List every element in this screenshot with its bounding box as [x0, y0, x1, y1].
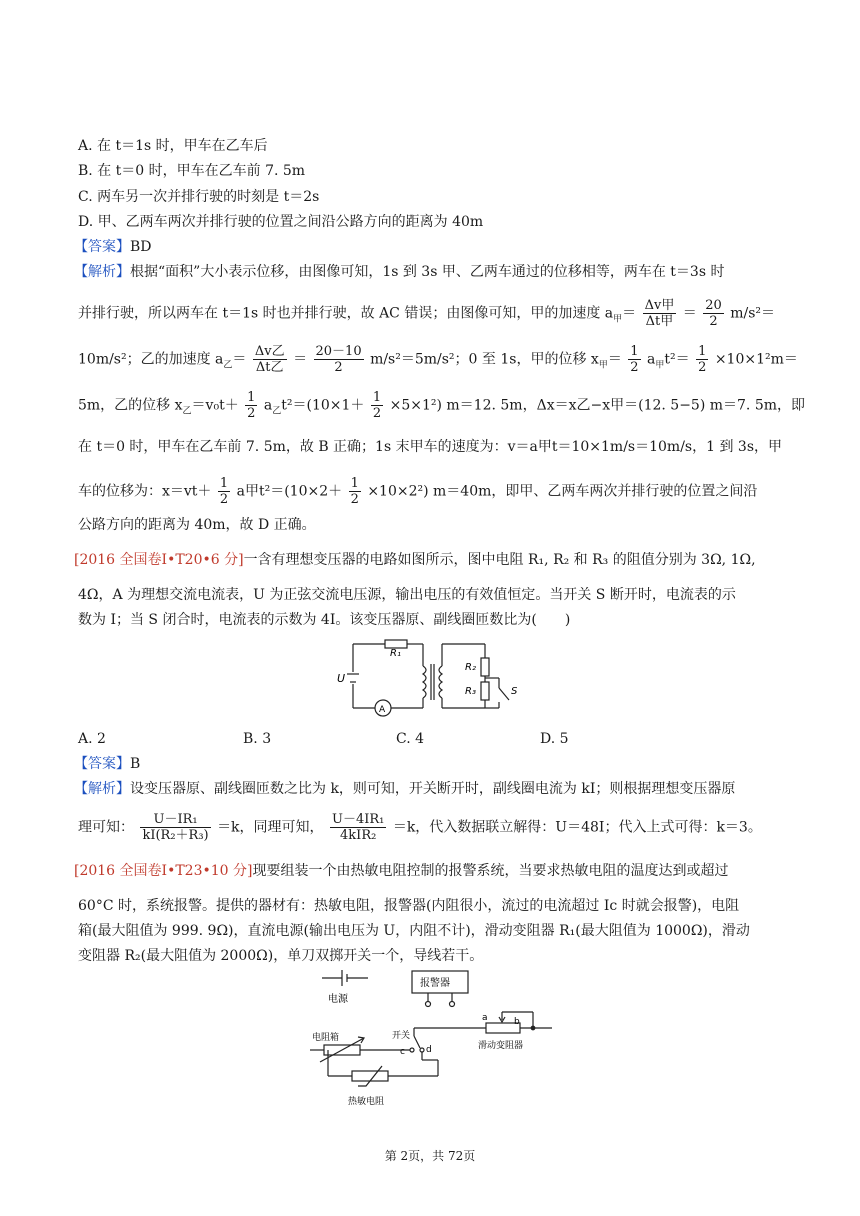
- label-rheostat: 滑动变阻器: [478, 1041, 524, 1051]
- fraction: $\frac{\text{Δv乙}}{\text{Δt乙}}$: [254, 344, 285, 375]
- q1-option-d: D. 甲、乙两车两次并排行驶的位置之间沿公路方向的距离为 40m: [78, 214, 484, 230]
- label-switch: S: [511, 686, 518, 697]
- q1-analysis-line-5: 在 t＝0 时，甲车在乙车前 7. 5m，故 B 正确；1s 末甲车的速度为：v＝a甲t＝10×1m/s＝10m/s，1 到 3s，甲: [78, 439, 783, 455]
- label-ammeter: A: [379, 705, 386, 715]
- q1-analysis-line-1: 【解析】根据“面积”大小表示位移，由图像可知，1s 到 3s 甲、乙两车通过的位移相等，两车在 t＝3s 时: [74, 264, 725, 280]
- q2-analysis-line-1: 【解析】设变压器原、副线圈匝数之比为 k，则可知，开关断开时，副线圈电流为 kI；则根据理想变压器原: [74, 781, 736, 797]
- label-d: d: [426, 1045, 432, 1055]
- answer-value: B: [130, 756, 141, 772]
- label-switch: 开关: [392, 1031, 411, 1041]
- q1-option-a: A. 在 t＝1s 时，甲车在乙车后: [78, 138, 268, 154]
- q2-stem-line-1: [2016 全国卷Ⅰ•T20•6 分]一含有理想变压器的电路如图所示，图中电阻 R₁, R₂ 和 R₃ 的阻值分别为 3Ω, 1Ω,: [74, 552, 756, 568]
- analysis-tag: 【解析】: [74, 264, 130, 280]
- q2-source-tag: [2016 全国卷Ⅰ•T20•6 分]: [74, 552, 244, 568]
- q2-option-a: A. 2: [78, 731, 106, 747]
- q2-stem-line-3: 数为 I；当 S 闭合时，电流表的示数为 4I。该变压器原、副线圈匝数比为( ): [78, 612, 571, 628]
- label-power: 电源: [328, 994, 348, 1005]
- q1-option-b: B. 在 t＝0 时，甲车在乙车前 7. 5m: [78, 163, 306, 179]
- q2-option-b: B. 3: [243, 731, 272, 747]
- fraction: $\frac{1}{2}$: [247, 390, 256, 421]
- q3-source-tag: [2016 全国卷Ⅰ•T23•10 分]: [74, 863, 253, 879]
- q1-analysis-line-6: 车的位移为：x＝vt＋ $\frac{1}{2}$ a甲t²＝(10×2＋ $\frac{1}{2}$ ×10×2²) m＝40m，即甲、乙两车两次并排行驶的位置之间沿: [78, 476, 758, 507]
- analysis-tag: 【解析】: [74, 781, 130, 797]
- q1-analysis-line-4: 5m，乙的位移 $x_乙=v_0t+$ $\frac{1}{2}$ $a_乙t^2=(10\times 1+$ $\frac{1}{2}$ ×5×1²) m＝12. 5m，Δx＝x乙−x甲＝(12. 5−5) m＝7. 5m，即: [78, 390, 806, 421]
- label-u: U: [337, 672, 346, 685]
- fraction: $\frac{\text{Δv甲}}{\text{Δt甲}}$: [644, 298, 675, 329]
- answer-value: BD: [130, 239, 152, 255]
- fraction: $\frac{20-10}{2}$: [315, 344, 362, 375]
- q2-answer: [74, 754, 140, 774]
- fraction: $\frac{\text{U－4IR₁}}{\text{4kIR₂}}$: [332, 812, 385, 843]
- fraction: $\frac{1}{2}$: [350, 476, 359, 507]
- label-r2: R₂: [465, 662, 476, 673]
- fraction: $\frac{1}{2}$: [630, 344, 639, 375]
- answer-tag: 【答案】: [74, 756, 130, 772]
- label-alarm: 报警器: [420, 978, 450, 989]
- q2-stem-line-2: 4Ω，A 为理想交流电流表，U 为正弦交流电压源，输出电压的有效值恒定。当开关 S 断开时，电流表的示: [78, 587, 736, 603]
- q1-analysis-line-7: 公路方向的距离为 40m，故 D 正确。: [78, 517, 316, 533]
- q2-option-c: C. 4: [396, 731, 425, 747]
- label-r3: R₃: [465, 686, 476, 697]
- fraction: $\frac{\text{U－IR₁}}{\text{kI(R₂＋R₃)}}$: [142, 812, 209, 843]
- q3-stem-line-3: 箱(最大阻值为 999. 9Ω)，直流电源(输出电压为 U，内阻不计)，滑动变阻器 R₁(最大阻值为 1000Ω)，滑动: [78, 923, 750, 939]
- label-r1: R₁: [390, 648, 401, 659]
- q2-analysis-line-2: 理可知： $\frac{\text{U－IR₁}}{\text{kI(R₂＋R₃)}}$ ＝k，同理可知， $\frac{\text{U－4IR₁}}{\text{4kIR₂}}$ ＝k，代入数据联立解得：U＝48I；代入上式可得：k＝3。: [78, 812, 762, 843]
- q2-option-d: D. 5: [540, 731, 569, 747]
- q3-stem-line-1: [2016 全国卷Ⅰ•T23•10 分]现要组装一个由热敏电阻控制的报警系统，当要求热敏电阻的温度达到或超过: [74, 863, 729, 879]
- fraction: $\frac{1}{2}$: [219, 476, 229, 507]
- label-c: c: [400, 1047, 405, 1057]
- q3-stem-line-4: 变阻器 R₂(最大阻值为 2000Ω)，单刀双掷开关一个，导线若干。: [78, 948, 484, 964]
- q1-analysis-line-2: 并排行驶，所以两车在 t＝1s 时也并排行驶，故 AC 错误；由图像可知，甲的加速度 $a_甲=$ $\frac{\text{Δv甲}}{\text{Δt甲}}$ ＝ $\frac{20}{2}$ m/s²＝: [78, 298, 776, 329]
- fraction: $\frac{1}{2}$: [372, 390, 382, 421]
- fraction: $\frac{1}{2}$: [698, 344, 707, 375]
- alarm-circuit-diagram: [306, 966, 562, 1114]
- answer-tag: 【答案】: [74, 239, 130, 255]
- fraction: $\frac{20}{2}$: [705, 298, 722, 329]
- label-b: b: [514, 1017, 520, 1027]
- transformer-circuit-diagram: [335, 636, 530, 726]
- label-a: a: [482, 1013, 488, 1023]
- q3-stem-line-2: 60°C 时，系统报警。提供的器材有：热敏电阻，报警器(内阻很小，流过的电流超过 Ic 时就会报警)，电阻: [78, 898, 740, 914]
- q1-answer: [74, 237, 152, 257]
- label-resistor-box: 电阻箱: [312, 1033, 340, 1043]
- page-number: 第 2页，共 72页: [384, 1149, 476, 1163]
- q1-option-c: C. 两车另一次并排行驶的时刻是 t＝2s: [78, 189, 320, 205]
- label-thermistor: 热敏电阻: [348, 1097, 385, 1107]
- q1-analysis-line-3: 10m/s²；乙的加速度 $a_乙=$ $\frac{\text{Δv乙}}{\text{Δt乙}}$ ＝ $\frac{20-10}{2}$ m/s²＝5m/s²；0 至 1s，甲的位移 $x_甲=$ $\frac{1}{2}$ $a_甲t^2=$ $\frac{1}{2}$ ×10×1²m＝: [78, 344, 798, 375]
